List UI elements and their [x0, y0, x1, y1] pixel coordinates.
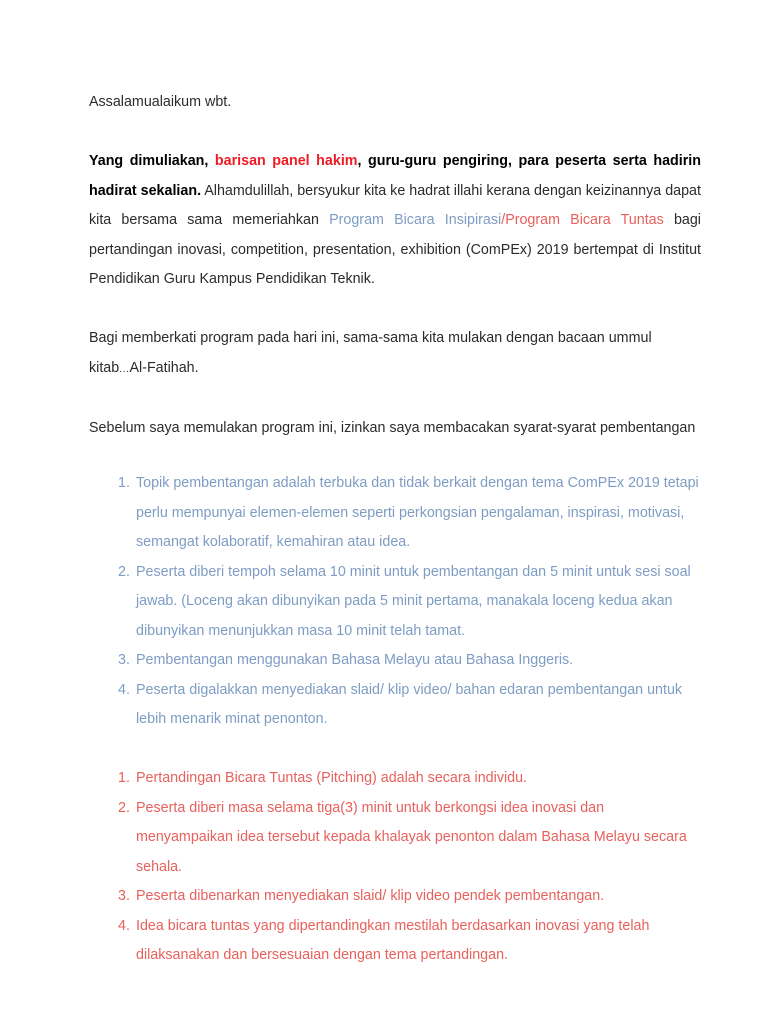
list-item [89, 794, 701, 883]
program-bicara-inspirasi-highlight: Program Bicara Insipirasi [329, 212, 502, 228]
list-item-text: Pertandingan Bicara Tuntas (Pitching) adalah secara individu. [136, 770, 528, 786]
syarat-bicara-tuntas-list [89, 764, 701, 971]
doa-ellipsis: ... [119, 362, 130, 375]
list-item-text: Peserta digalakkan menyediakan slaid/ klip video/ bahan edaran pembentangan untuk lebih menarik minat penonton. [136, 681, 683, 727]
list-item-text: Peserta diberi tempoh selama 10 minit untuk pembentangan dan 5 minit untuk sesi soal jawab. (Loceng akan dibunyikan pada 5 minit pertama, manakala loceng kedua akan dibunyikan menunjukkan masa 10 minit telah tamat. [136, 563, 691, 639]
greeting-text: Assalamualaikum wbt. [89, 94, 232, 110]
doa-paragraph [89, 324, 701, 384]
list-item [89, 676, 701, 735]
list-item [89, 469, 701, 558]
list-item-text: Peserta diberi masa selama tiga(3) minit untuk berkongsi idea inovasi dan menyampaikan idea tersebut kepada khalayak penonton dalam Bahasa Melayu secara sehala. [136, 799, 687, 875]
list-item-text: Idea bicara tuntas yang dipertandingkan mestilah berdasarkan inovasi yang telah dilaksanakan dan bersesuaian dengan tema pertandingan. [136, 917, 650, 963]
program-bicara-tuntas-highlight: Program Bicara Tuntas [505, 212, 664, 228]
list-item [89, 912, 701, 971]
list-marker: 4. [118, 917, 130, 934]
list-marker: 2. [118, 563, 130, 580]
list-item [89, 882, 701, 912]
list-marker: 2. [118, 799, 130, 816]
salutation-bold-tail: , guru-guru pengiring, para peserta serta hadirin hadirat sekalian. [89, 153, 702, 199]
paragraph-spacer-1 [89, 118, 701, 148]
intro-syarat-paragraph [89, 414, 701, 444]
doa-text-after: Al-Fatihah. [129, 359, 199, 376]
paragraph-spacer-4 [89, 443, 701, 469]
list-gap-spacer [89, 735, 701, 765]
doa-text-before: Bagi memberkati program pada hari ini, sama-sama kita mulakan dengan bacaan ummul kitab [89, 330, 652, 376]
paragraph-spacer-3 [89, 384, 701, 414]
list-marker: 4. [118, 681, 130, 698]
salutation-bold-lead: Yang dimuliakan, [89, 153, 215, 169]
list-item [89, 764, 701, 794]
intro-syarat-text: Sebelum saya memulakan program ini, izinkan saya membacakan syarat-syarat pembentangan [89, 419, 696, 436]
list-item-text: Pembentangan menggunakan Bahasa Melayu atau Bahasa Inggeris. [136, 652, 574, 668]
greeting-paragraph [89, 88, 701, 118]
salutation-plain-lead: Alhamdulillah, bersyukur kita ke hadrat illahi kerana dengan keizinannya dapat kita bersama sama memeriahkan [89, 182, 701, 228]
list-item-text: Topik pembentangan adalah terbuka dan tidak berkait dengan tema ComPEx 2019 tetapi perlu mempunyai elemen-elemen seperti perkongsian pengalaman, inspirasi, motivasi, semangat kolaboratif, kemahiran atau idea. [136, 475, 699, 550]
panel-hakim-highlight: barisan panel hakim [214, 153, 358, 169]
program-separator-slash: / [501, 212, 506, 228]
salutation-plain-tail: bagi pertandingan inovasi, competition, presentation, exhibition (ComPEx) 2019 bertempat di Institut Pendidikan Guru Kampus Pendidikan Teknik. [89, 212, 701, 287]
list-item [89, 558, 701, 647]
paragraph-spacer-2 [89, 295, 701, 325]
list-marker: 1. [118, 770, 130, 786]
document-body [89, 88, 701, 971]
list-marker: 3. [118, 888, 130, 904]
salutation-paragraph [89, 147, 701, 295]
list-item-text: Peserta dibenarkan menyediakan slaid/ klip video pendek pembentangan. [136, 888, 605, 904]
list-marker: 3. [118, 652, 130, 668]
list-item [89, 646, 701, 676]
list-marker: 1. [118, 475, 130, 491]
syarat-pembentangan-list [89, 469, 701, 735]
